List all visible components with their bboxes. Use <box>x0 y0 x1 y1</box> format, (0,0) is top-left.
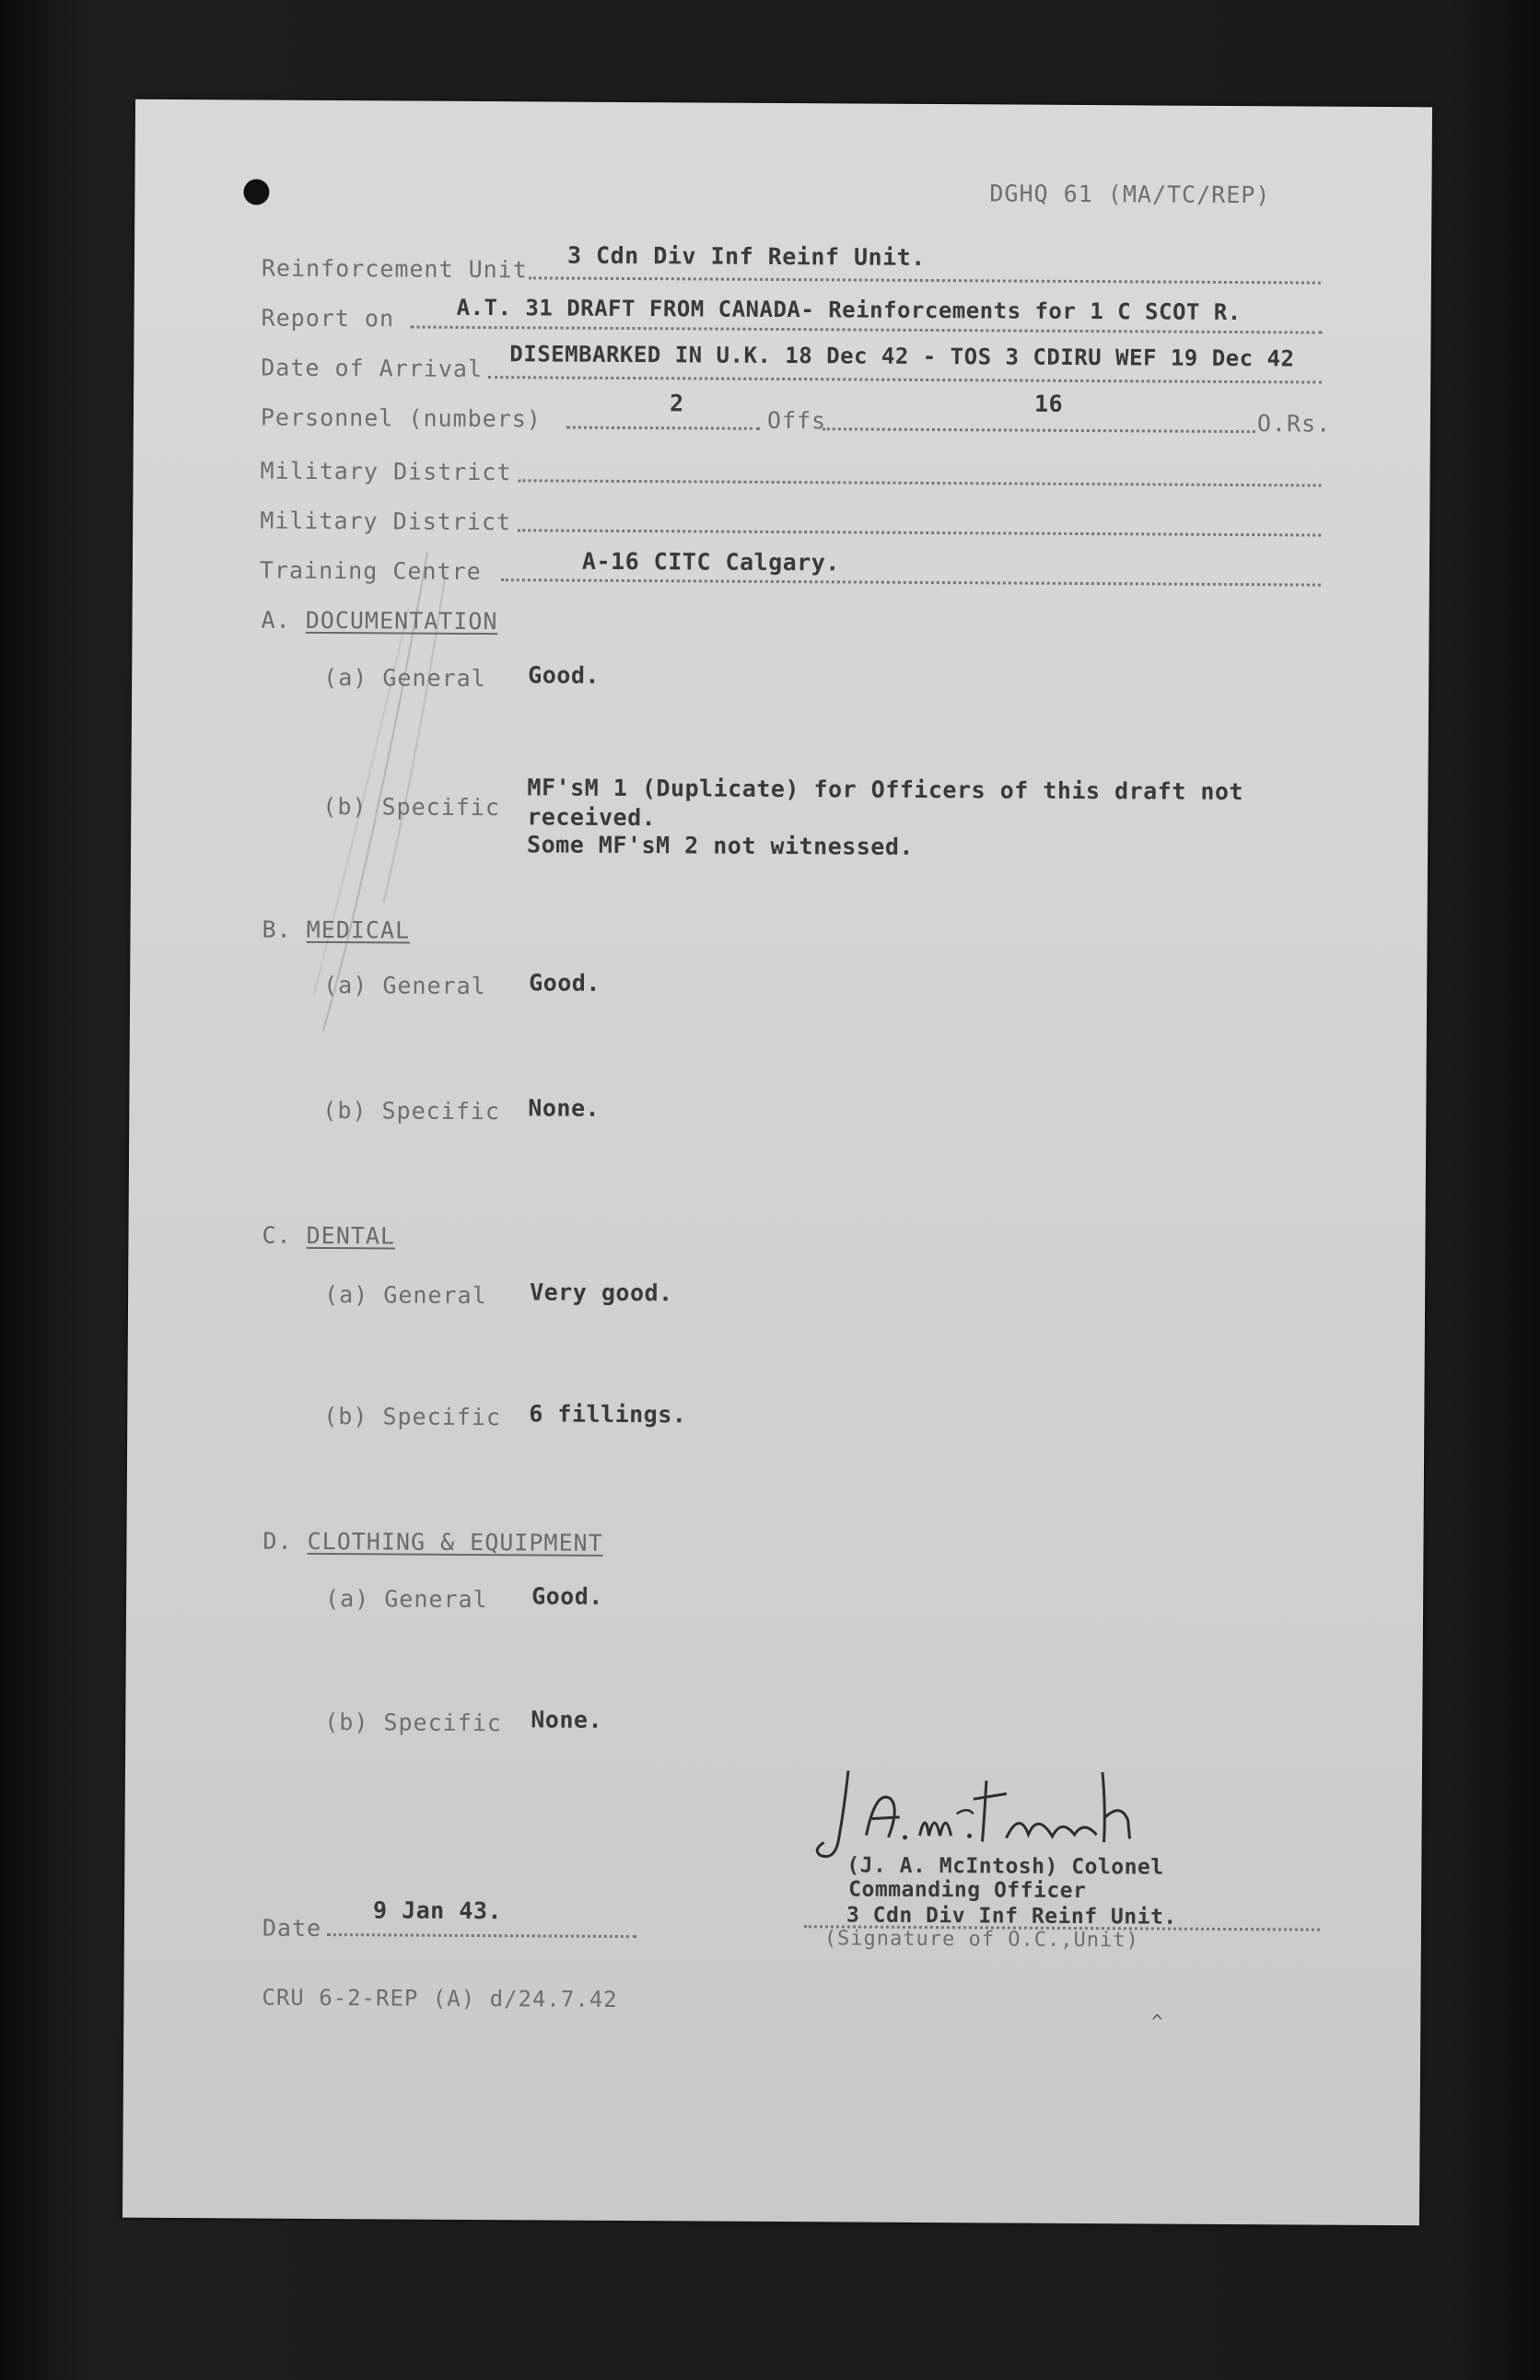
section-a-heading <box>261 607 497 636</box>
punch-hole <box>243 179 269 204</box>
dotted-leader <box>822 427 1255 433</box>
specific-label: (b) Specific <box>322 1096 501 1126</box>
report-on-label: Report on <box>261 304 395 332</box>
section-letter: B. <box>262 916 292 943</box>
general-value: Good. <box>531 1582 603 1610</box>
dotted-leader <box>529 276 1321 284</box>
other-ranks-count: 16 <box>1033 390 1064 417</box>
specific-line: received. <box>527 803 657 832</box>
military-district-label: Military District <box>260 507 512 536</box>
officers-count: 2 <box>669 390 684 417</box>
officers-label: Offs <box>766 406 827 435</box>
general-value: Good. <box>529 969 601 997</box>
dotted-leader <box>566 426 760 430</box>
signatory-title: Commanding Officer <box>848 1877 1087 1904</box>
general-label: (a) General <box>323 663 486 693</box>
date-of-arrival-value: DISEMBARKED IN U.K. 18 Dec 42 - TOS 3 CDIRU WEF 19 Dec 42 <box>509 341 1295 372</box>
section-letter: C. <box>262 1221 292 1249</box>
dotted-leader <box>488 376 1322 384</box>
signatory-unit: 3 Cdn Div Inf Reinf Unit. <box>846 1903 1177 1930</box>
date-value: 9 Jan 43. <box>372 1896 503 1925</box>
specific-line: None. <box>528 1094 601 1122</box>
dotted-leader <box>501 578 1321 586</box>
section-title: DOCUMENTATION <box>305 606 498 636</box>
section-c-heading <box>262 1222 395 1250</box>
personnel-label: Personnel (numbers) <box>260 403 542 433</box>
signatory-name: (J. A. McIntosh) Colonel <box>846 1853 1164 1880</box>
section-letter: A. <box>261 606 291 634</box>
form-footer-code: CRU 6-2-REP (A) d/24.7.42 <box>262 1984 618 2012</box>
specific-line: MF'sM 1 (Duplicate) for Officers of this draft not <box>527 774 1244 806</box>
date-of-arrival-label: Date of Arrival <box>261 354 484 383</box>
dotted-leader <box>518 529 1321 536</box>
section-title: CLOTHING & EQUIPMENT <box>307 1527 603 1557</box>
general-label: (a) General <box>324 1280 487 1310</box>
general-label: (a) General <box>325 1585 488 1614</box>
general-value: Very good. <box>530 1278 673 1307</box>
specific-line: Some MF'sM 2 not witnessed. <box>527 831 915 860</box>
training-centre-value: A-16 CITC Calgary. <box>581 547 841 577</box>
section-d-heading <box>262 1528 602 1557</box>
section-title: MEDICAL <box>306 916 411 944</box>
document-page <box>122 99 1432 2226</box>
specific-label: (b) Specific <box>322 792 501 822</box>
dotted-leader <box>327 1933 636 1938</box>
section-b-heading <box>262 916 410 944</box>
general-label: (a) General <box>323 971 486 1000</box>
other-ranks-label: O.Rs. <box>1256 410 1332 438</box>
specific-line: 6 fillings. <box>529 1400 687 1429</box>
military-district-label: Military District <box>260 457 512 486</box>
specific-label: (b) Specific <box>324 1709 502 1737</box>
dotted-leader <box>411 326 1323 334</box>
date-label: Date <box>262 1914 322 1942</box>
section-title: DENTAL <box>306 1221 396 1250</box>
section-letter: D. <box>262 1527 293 1555</box>
training-centre-label: Training Centre <box>259 556 482 586</box>
report-on-value: A.T. 31 DRAFT FROM CANADA- Reinforcements for 1 C SCOT R. <box>456 294 1242 326</box>
form-code: DGHQ 61 (MA/TC/REP) <box>989 180 1271 209</box>
reinforcement-unit-label: Reinforcement Unit <box>261 254 528 284</box>
dotted-leader <box>519 479 1322 486</box>
specific-line: None. <box>531 1706 603 1733</box>
stray-mark: ^ <box>1151 2010 1163 2033</box>
reinforcement-unit-value: 3 Cdn Div Inf Reinf Unit. <box>566 241 926 271</box>
signature-caption: (Signature of O.C.,Unit) <box>823 1927 1139 1953</box>
general-value: Good. <box>528 661 601 689</box>
specific-label: (b) Specific <box>323 1402 502 1431</box>
